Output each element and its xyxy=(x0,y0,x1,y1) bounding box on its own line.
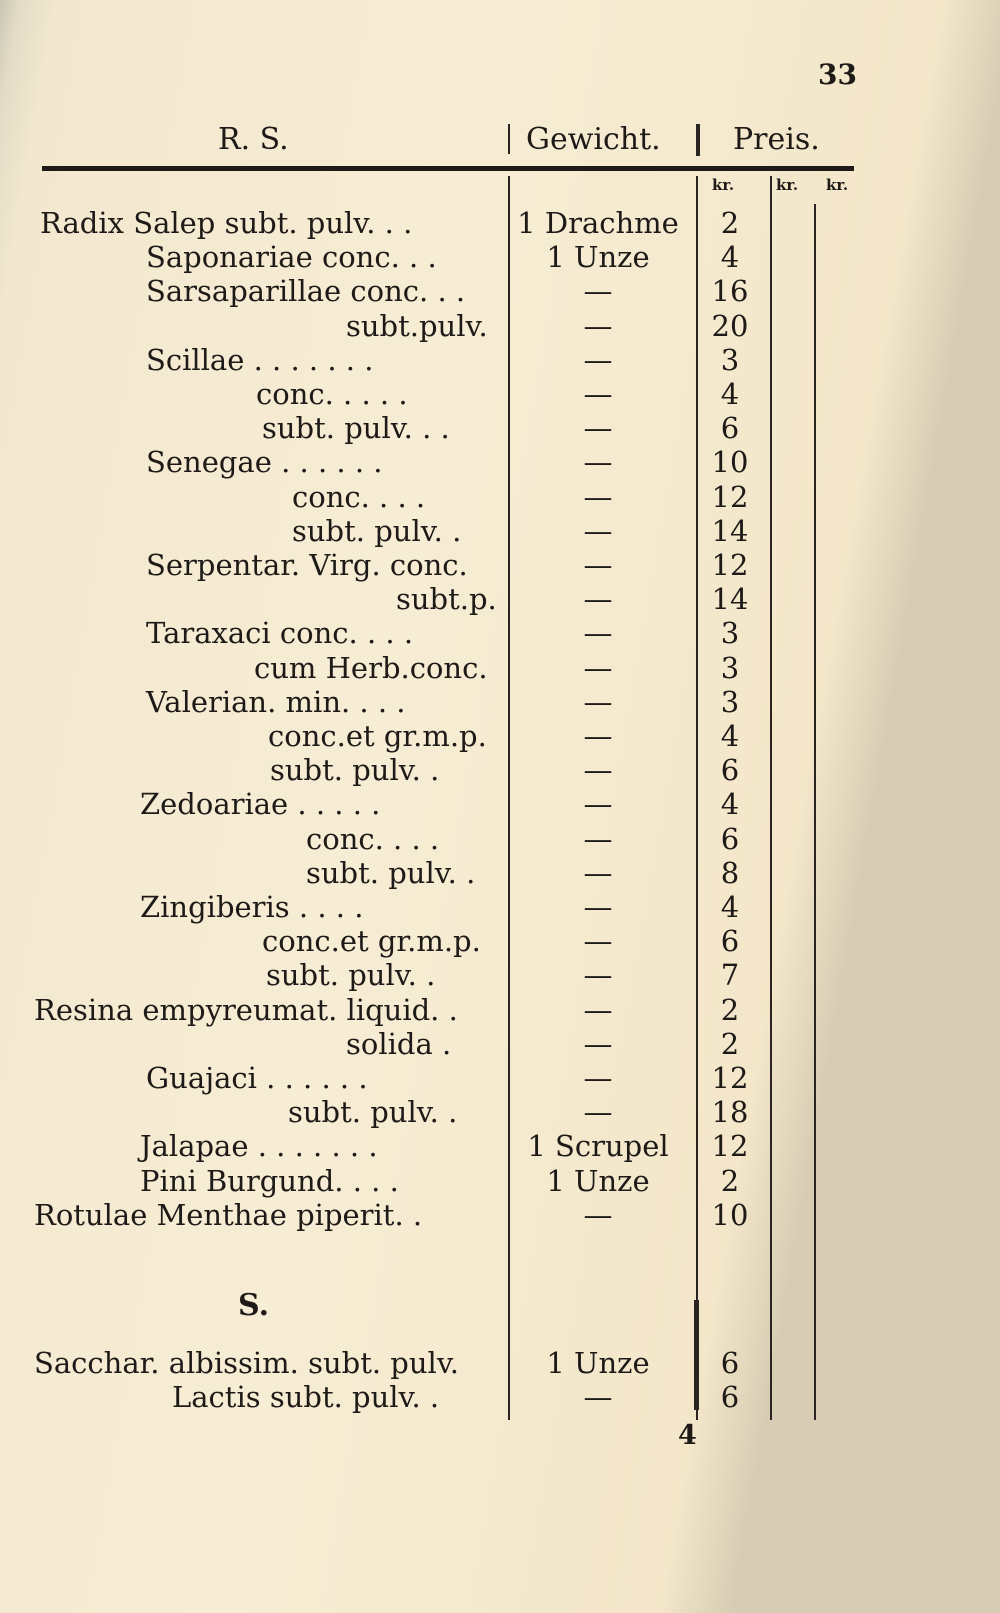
row-price: 10 xyxy=(711,1197,749,1232)
row-weight: 1 Drachme xyxy=(517,206,679,240)
row-price: 12 xyxy=(711,479,749,514)
row-name: Resina empyreumat. liquid. . xyxy=(34,992,458,1027)
row-name: Rotulae Menthae piperit. . xyxy=(34,1197,423,1232)
row-name: Zedoariae . . . . . xyxy=(140,787,381,822)
row-weight: — xyxy=(583,479,613,514)
row-price: 4 xyxy=(720,719,740,753)
row-name: conc. . . . xyxy=(306,821,440,856)
row-name: Taraxaci conc. . . . xyxy=(146,616,414,651)
row-price: 12 xyxy=(711,1129,749,1164)
row-weight: — xyxy=(583,821,613,856)
row-weight: — xyxy=(583,616,613,651)
row-price: 6 xyxy=(720,1380,740,1415)
row-weight: — xyxy=(583,1380,613,1415)
column-rule-price-sub-2 xyxy=(814,204,816,1420)
column-rule-price-sub xyxy=(770,176,772,1420)
row-name: Guajaci . . . . . . xyxy=(146,1061,368,1095)
row-name: Jalapae . . . . . . . xyxy=(140,1129,378,1164)
row-weight: — xyxy=(583,855,613,890)
row-price: 10 xyxy=(711,445,749,480)
row-weight: — xyxy=(583,684,613,719)
row-price: 2 xyxy=(720,1026,740,1061)
row-price: 14 xyxy=(711,582,749,617)
row-price: 6 xyxy=(720,924,740,959)
row-name: Serpentar. Virg. conc. xyxy=(146,548,468,582)
subheader-kr-2: kr. xyxy=(776,176,799,194)
row-price: 2 xyxy=(720,1163,740,1198)
row-weight: — xyxy=(583,377,613,411)
row-price: 14 xyxy=(711,513,749,548)
row-name: subt. pulv. . xyxy=(306,855,476,890)
column-rule-header-mid xyxy=(696,124,700,156)
row-price: 3 xyxy=(720,684,740,719)
row-name: cum Herb.conc. xyxy=(254,650,488,685)
row-price: 12 xyxy=(711,1061,749,1095)
header-rule xyxy=(42,166,854,171)
row-name: Saponariae conc. . . xyxy=(146,240,437,275)
row-name: solida . xyxy=(346,1026,452,1061)
row-price: 3 xyxy=(720,616,740,651)
row-weight: 1 Unze xyxy=(546,240,650,275)
row-weight: — xyxy=(583,719,613,753)
row-price: 4 xyxy=(720,890,740,924)
row-weight: — xyxy=(583,924,613,959)
subheader-kr-3: kr. xyxy=(826,176,849,194)
row-name: conc.et gr.m.p. xyxy=(262,924,481,959)
row-name: Sarsaparillae conc. . . xyxy=(146,274,466,309)
row-price: 16 xyxy=(711,274,749,309)
row-weight: — xyxy=(583,1197,613,1232)
row-weight: — xyxy=(583,308,613,343)
row-name: subt. pulv. . xyxy=(288,1095,458,1130)
row-price: 6 xyxy=(720,411,740,446)
row-weight: — xyxy=(583,1026,613,1061)
signature-mark: 4 xyxy=(678,1420,697,1451)
row-name: subt. pulv. . . xyxy=(262,411,450,446)
row-weight: — xyxy=(583,411,613,446)
row-name: Lactis subt. pulv. . xyxy=(172,1380,440,1415)
row-name: subt.pulv. xyxy=(346,308,488,343)
row-name: Radix Salep subt. pulv. . . xyxy=(40,206,413,240)
row-name: Senegae . . . . . . xyxy=(146,445,383,480)
row-weight: 1 Unze xyxy=(546,1163,650,1198)
row-weight: — xyxy=(583,650,613,685)
column-header-rs: R. S. xyxy=(218,122,289,157)
row-price: 6 xyxy=(720,821,740,856)
row-price: 3 xyxy=(720,342,740,377)
row-name: conc. . . . . xyxy=(256,377,408,411)
row-name: Zingiberis . . . . xyxy=(140,890,364,924)
row-weight: 1 Scrupel xyxy=(527,1129,669,1164)
row-name: conc. . . . xyxy=(292,479,426,514)
column-rule-header-left xyxy=(508,124,510,154)
row-weight: 1 Unze xyxy=(546,1346,650,1380)
row-weight: — xyxy=(583,1095,613,1130)
row-price: 4 xyxy=(720,240,740,275)
row-name: subt.p. xyxy=(396,582,497,617)
row-price: 4 xyxy=(720,377,740,411)
row-price: 7 xyxy=(720,958,740,993)
row-price: 4 xyxy=(720,787,740,822)
row-price: 18 xyxy=(711,1095,749,1130)
row-weight: — xyxy=(583,513,613,548)
row-weight: — xyxy=(583,445,613,480)
row-weight: — xyxy=(583,274,613,309)
row-weight: — xyxy=(583,1061,613,1095)
row-name: conc.et gr.m.p. xyxy=(268,719,487,753)
row-name: Scillae . . . . . . . xyxy=(146,342,374,377)
subheader-kr-1: kr. xyxy=(712,176,735,194)
row-name: Sacchar. albissim. subt. pulv. xyxy=(34,1346,459,1380)
page-number: 33 xyxy=(818,58,857,91)
section-letter: S. xyxy=(238,1288,270,1323)
row-weight: — xyxy=(583,753,613,788)
column-rule-weight-price xyxy=(696,176,698,1420)
row-name: subt. pulv. . xyxy=(266,958,436,993)
row-weight: — xyxy=(583,582,613,617)
row-price: 2 xyxy=(720,992,740,1027)
row-name: subt. pulv. . xyxy=(292,513,462,548)
row-weight: — xyxy=(583,958,613,993)
row-price: 6 xyxy=(720,1346,740,1380)
row-price: 20 xyxy=(711,308,749,343)
column-rule-weight-price-bold xyxy=(694,1300,699,1410)
row-weight: — xyxy=(583,787,613,822)
row-weight: — xyxy=(583,890,613,924)
row-price: 8 xyxy=(720,855,740,890)
column-header-price: Preis. xyxy=(733,122,820,157)
row-price: 6 xyxy=(720,753,740,788)
row-weight: — xyxy=(583,342,613,377)
row-name: subt. pulv. . xyxy=(270,753,440,788)
row-price: 12 xyxy=(711,548,749,582)
row-name: Pini Burgund. . . . xyxy=(140,1163,399,1198)
row-name: Valerian. min. . . . xyxy=(146,684,406,719)
column-header-weight: Gewicht. xyxy=(526,122,661,157)
row-price: 2 xyxy=(720,206,740,240)
row-price: 3 xyxy=(720,650,740,685)
row-weight: — xyxy=(583,992,613,1027)
row-weight: — xyxy=(583,548,613,582)
